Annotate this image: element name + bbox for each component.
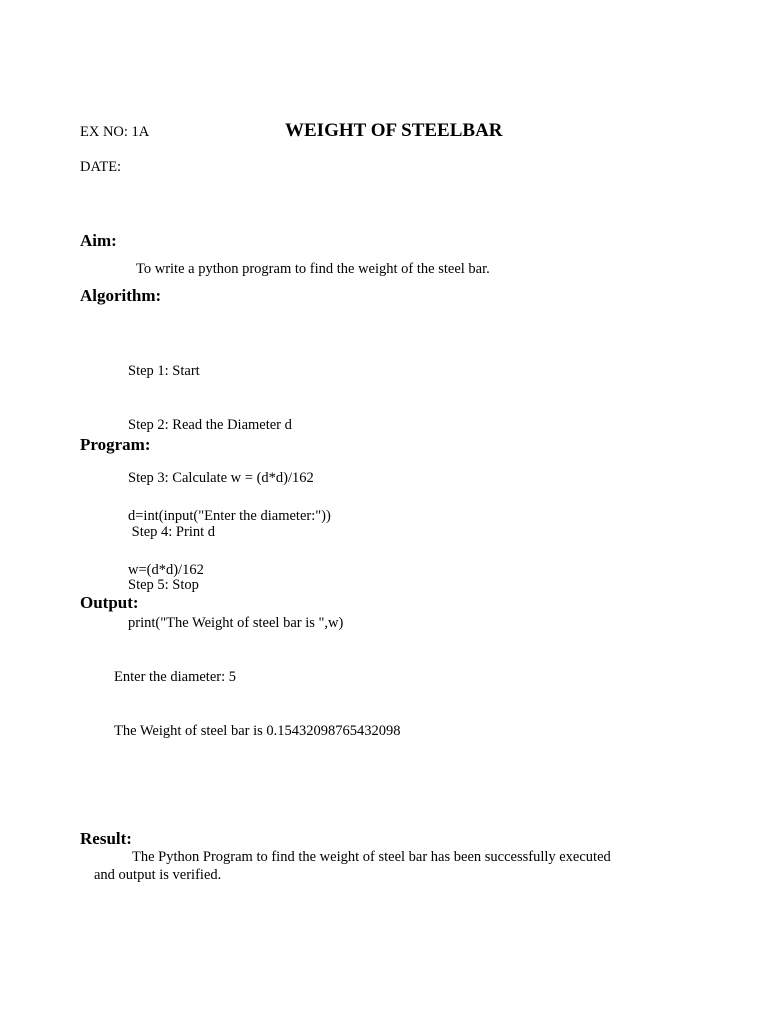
algorithm-step: Step 2: Read the Diameter d — [128, 416, 292, 433]
program-heading: Program: — [80, 435, 151, 454]
output-line: Enter the diameter: 5 — [114, 669, 236, 685]
algorithm-step: Step 5: Stop — [128, 577, 199, 594]
code-line: w=(d*d)/162 — [128, 561, 204, 578]
output-lines — [114, 633, 401, 776]
algorithm-step: Step 4: Print d — [128, 523, 216, 540]
algorithm-heading: Algorithm: — [80, 286, 162, 305]
page-title: WEIGHT OF STEELBAR — [285, 120, 503, 141]
algorithm-step: Step 3: Calculate w = (d*d)/162 — [128, 470, 314, 487]
code-line: print("The Weight of steel bar is ",w) — [128, 615, 344, 632]
date-label: DATE: — [80, 159, 122, 175]
aim-heading: Aim: — [80, 231, 117, 250]
output-heading: Output: — [80, 593, 139, 612]
algorithm-step: Step 1: Start — [128, 363, 200, 379]
aim-text: To write a python program to find the weight of the steel bar. — [136, 261, 490, 277]
result-text-line-1: The Python Program to find the weight of steel bar has been successfully executed — [132, 849, 611, 865]
output-line: The Weight of steel bar is 0.15432098765432098 — [114, 722, 401, 739]
result-heading: Result: — [80, 829, 132, 848]
code-line: d=int(input("Enter the diameter:")) — [128, 508, 331, 524]
exercise-number: EX NO: 1A — [80, 124, 150, 140]
result-text-line-2: and output is verified. — [94, 867, 222, 883]
